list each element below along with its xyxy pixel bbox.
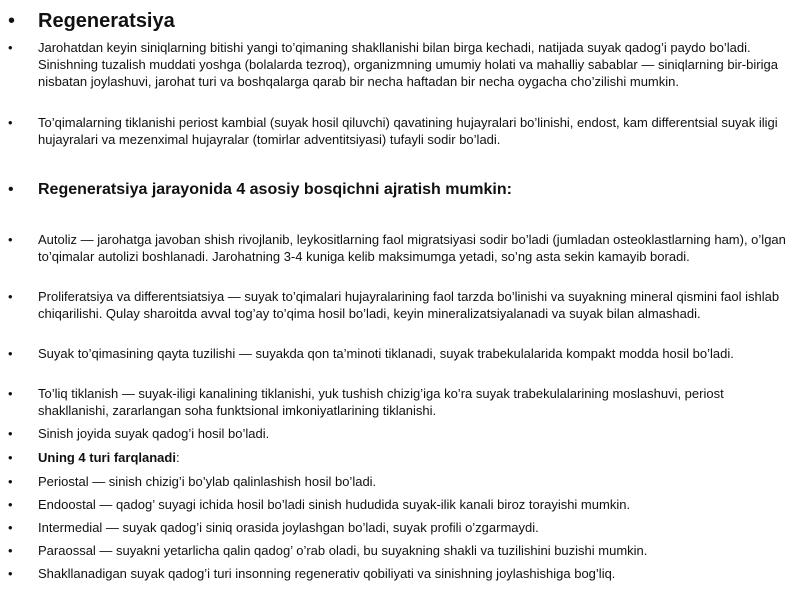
subheading-colon: : — [175, 450, 180, 465]
bullet-icon: • — [8, 543, 13, 558]
list-item-text: Suyak to’qimasining qayta tuzilishi — suyakda qon ta’minoti tiklanadi, suyak trabekulalarida kompakt modda hosil bo’ladi. — [38, 346, 734, 361]
bullet-icon: • — [8, 289, 13, 304]
section-heading: Regeneratsiya jarayonida 4 asosiy bosqichni ajratish mumkin: — [38, 181, 512, 198]
bullet-icon: • — [8, 426, 13, 441]
list-item-text: Paraossal — suyakni yetarlicha qalin qadog’ o’rab oladi, bu suyakning shakli va tuzilishini buzishi mumkin. — [38, 543, 648, 558]
bullet-icon: • — [8, 450, 13, 465]
bullet-icon: • — [8, 520, 13, 535]
list-item-text: Intermedial — suyak qadog’i siniq orasida joylashgan bo’ladi, suyak profili o’zgarmaydi. — [38, 520, 539, 535]
list-item-text: Endoostal — qadog’ suyagi ichida hosil bo’ladi sinish hududida suyak-ilik kanali biroz torayishi mumkin. — [38, 497, 631, 512]
bullet-icon: • — [8, 474, 13, 489]
list-item-text: Sinish joyida suyak qadog’i hosil bo’ladi. — [38, 426, 270, 441]
bullet-icon: • — [8, 232, 13, 247]
bullet-icon: • — [8, 40, 13, 55]
list-item-text: Shakllanadigan suyak qadog’i turi insonning regenerativ qobiliyati va sinishning joylashishiga bog’liq. — [38, 566, 616, 581]
list-item-text: To’qimalarning tiklanishi periost kambial (suyak hosil qiluvchi) qavatining hujayralari bo’linishi, endost, kam differentsial suyak iligi hujayralari va mezenximal hujayralar (tomirlar adventitsiyasi) tufayli sodir bo’ladi. — [38, 115, 778, 147]
list-item-text: Jarohatdan keyin siniqlarning bitishi yangi to’qimaning shakllanishi bilan birga kechadi, natijada suyak qadog’i paydo bo’ladi. Sinishning tuzalish muddati yoshga (bolalarda tezroq), organizmning umumiy holati va mahalliy sabablar — siniqlarning bir-biriga nisbatan joylashuvi, jarohat turi va boshqalarga qarab bir necha haftadan bir necha oygacha cho’zilishi mumkin. — [38, 40, 778, 89]
bullet-icon: • — [8, 10, 16, 32]
bullet-icon: • — [8, 115, 13, 130]
list-item-text: To’liq tiklanish — suyak-iligi kanalining tiklanishi, yuk tushish chizig’iga ko’ra suyak trabekulalarining moslashuvi, periost shakllanishi, zararlangan soha funktsional imkoniyatlarining tiklanishi. — [38, 386, 724, 418]
slide-title: Regeneratsiya — [38, 10, 175, 32]
list-item-text: Periostal — sinish chizig’i bo’ylab qalinlashish hosil bo’ladi. — [38, 474, 377, 489]
bullet-icon: • — [8, 497, 13, 512]
bullet-icon: • — [8, 386, 13, 401]
bullet-icon: • — [8, 181, 14, 198]
list-item-text: Proliferatsiya va differentsiatsiya — suyak to’qimalari hujayralarining faol tarzda bo’linishi va suyakning mineral qismini faol ishlab chiqarilishi. Qulay sharoitda avval tog’ay to’qima hosil bo’ladi, keyin mineralizatsiyalanadi va suyak bilan almashadi. — [38, 289, 780, 321]
list-item-text — [38, 449, 790, 466]
subheading-bold: Uning 4 turi farqlanadi — [38, 450, 176, 465]
bullet-icon: • — [8, 566, 13, 581]
list-item-text: Autoliz — jarohatga javoban shish rivojlanib, leykositlarning faol migratsiyasi sodir bo’ladi (jumladan osteoklastlarning ham), o’lgan to’qimalar autolizi boshlanadi. Jarohatning 3-4 kuniga kelib maksimumga yetadi, so’ng asta sekin kamayib boradi. — [38, 232, 786, 264]
bullet-icon: • — [8, 346, 13, 361]
